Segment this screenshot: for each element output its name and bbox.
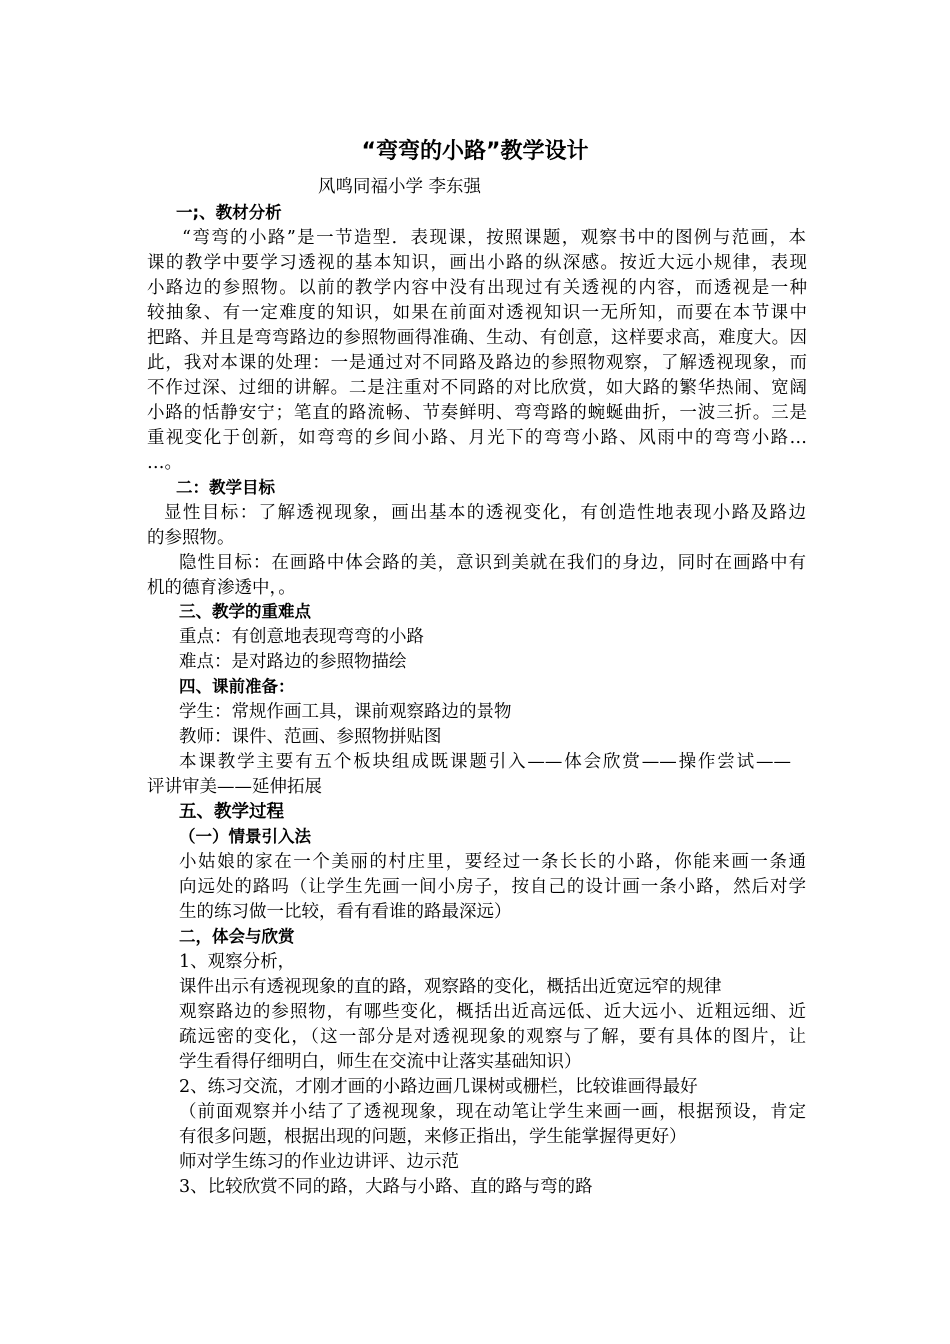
subsection-heading: 二，体会与欣赏 [179,927,295,946]
body-line: 课的教学中要学习透视的基本知识，画出小路的纵深感。按近大远小规律，表现 [147,253,807,273]
body-line: 观察路边的参照物，有哪些变化，概括出近高远低、近大远小、近粗远细、近 [179,1002,806,1022]
body-line: 有很多问题，根据出现的问题，来修正指出，学生能掌握得更好） [179,1127,687,1147]
body-line: 评讲审美——延伸拓展 [147,777,322,797]
body-line: 向远处的路吗（让学生先画一间小房子，按自己的设计画一条小路，然后对学 [179,877,806,897]
body-line: 不作过深、过细的讲解。二是注重对不同路的对比欣赏，如大路的繁华热闹、宽阔 [147,378,807,398]
body-line: 疏远密的变化，（这一部分是对透视现象的观察与了解，要有具体的图片，让 [179,1027,806,1047]
body-line: 小路的恬静安宁；笔直的路流畅、节奏鲜明、弯弯路的蜿蜒曲折，一波三折。三是 [147,403,807,423]
body-line: 的参照物。 [147,528,235,548]
body-line: 学生：常规作画工具，课前观察路边的景物 [179,702,512,722]
body-line: 3、比较欣赏不同的路，大路与小路、直的路与弯的路 [179,1177,593,1197]
body-line: 1、观察分析， [179,952,296,972]
body-line: 显性目标：了解透视现象，画出基本的透视变化，有创造性地表现小路及路边 [164,503,806,523]
body-line: …。 [147,453,182,473]
body-line: 重视变化于创新，如弯弯的乡间小路、月光下的弯弯小路、风雨中的弯弯小路… [147,428,807,448]
section-heading: 一;、教材分析 [176,203,282,222]
document-title: “弯弯的小路”教学设计 [361,139,589,164]
body-line: 把路、并且是弯弯路边的参照物画得准确、生动、有创意，这样要求高，难度大。因 [147,328,807,348]
body-line: 此，我对本课的处理：一是通过对不同路及路边的参照物观察，了解透视现象，而 [147,353,807,373]
subsection-heading: （一）情景引入法 [179,827,311,846]
body-line: 小路边的参照物。以前的教学内容中没有出现过有关透视的内容，而透视是一种 [147,278,807,298]
body-line: 机的德育渗透中，。 [147,578,296,598]
body-line: 小姑娘的家在一个美丽的村庄里，要经过一条长长的小路，你能来画一条通 [179,852,806,872]
body-line: 本课教学主要有五个板块组成既课题引入——体会欣赏——操作尝试—— [179,752,791,772]
body-line: 学生看得仔细明白，师生在交流中让落实基础知识） [179,1052,582,1072]
section-heading: 四、课前准备： [179,677,295,696]
body-line: 重点：有创意地表现弯弯的小路 [179,627,424,647]
body-line: 2、练习交流，才刚才画的小路边画几课树或栅栏，比较谁画得最好 [179,1077,698,1097]
body-line: 生的练习做一比较，看有看谁的路最深远） [179,902,512,922]
body-line: 师对学生练习的作业边讲评、边示范 [179,1152,459,1172]
section-heading: 三、教学的重难点 [179,602,311,621]
body-line: 较抽象、有一定难度的知识，如果在前面对透视知识一无所知，而要在本节课中 [147,303,807,323]
author-line: 风鸣同福小学 李东强 [318,177,482,197]
body-line: 课件出示有透视现象的直的路，观察路的变化，概括出近宽远窄的规律 [179,977,722,997]
body-line: 教师：课件、范画、参照物拼贴图 [179,727,442,747]
section-heading: 二：教学目标 [176,478,275,497]
body-line: 隐性目标：在画路中体会路的美，意识到美就在我们的身边，同时在画路中有 [179,553,806,573]
body-line: 难点：是对路边的参照物描绘 [179,652,407,672]
section-heading: 五、教学过程 [179,802,284,822]
body-line: （前面观察并小结了了透视现象，现在动笔让学生来画一画，根据预设，肯定 [179,1102,806,1122]
body-line: “弯弯的小路”是一节造型．表现课，按照课题，观察书中的图例与范画，本 [182,228,806,248]
